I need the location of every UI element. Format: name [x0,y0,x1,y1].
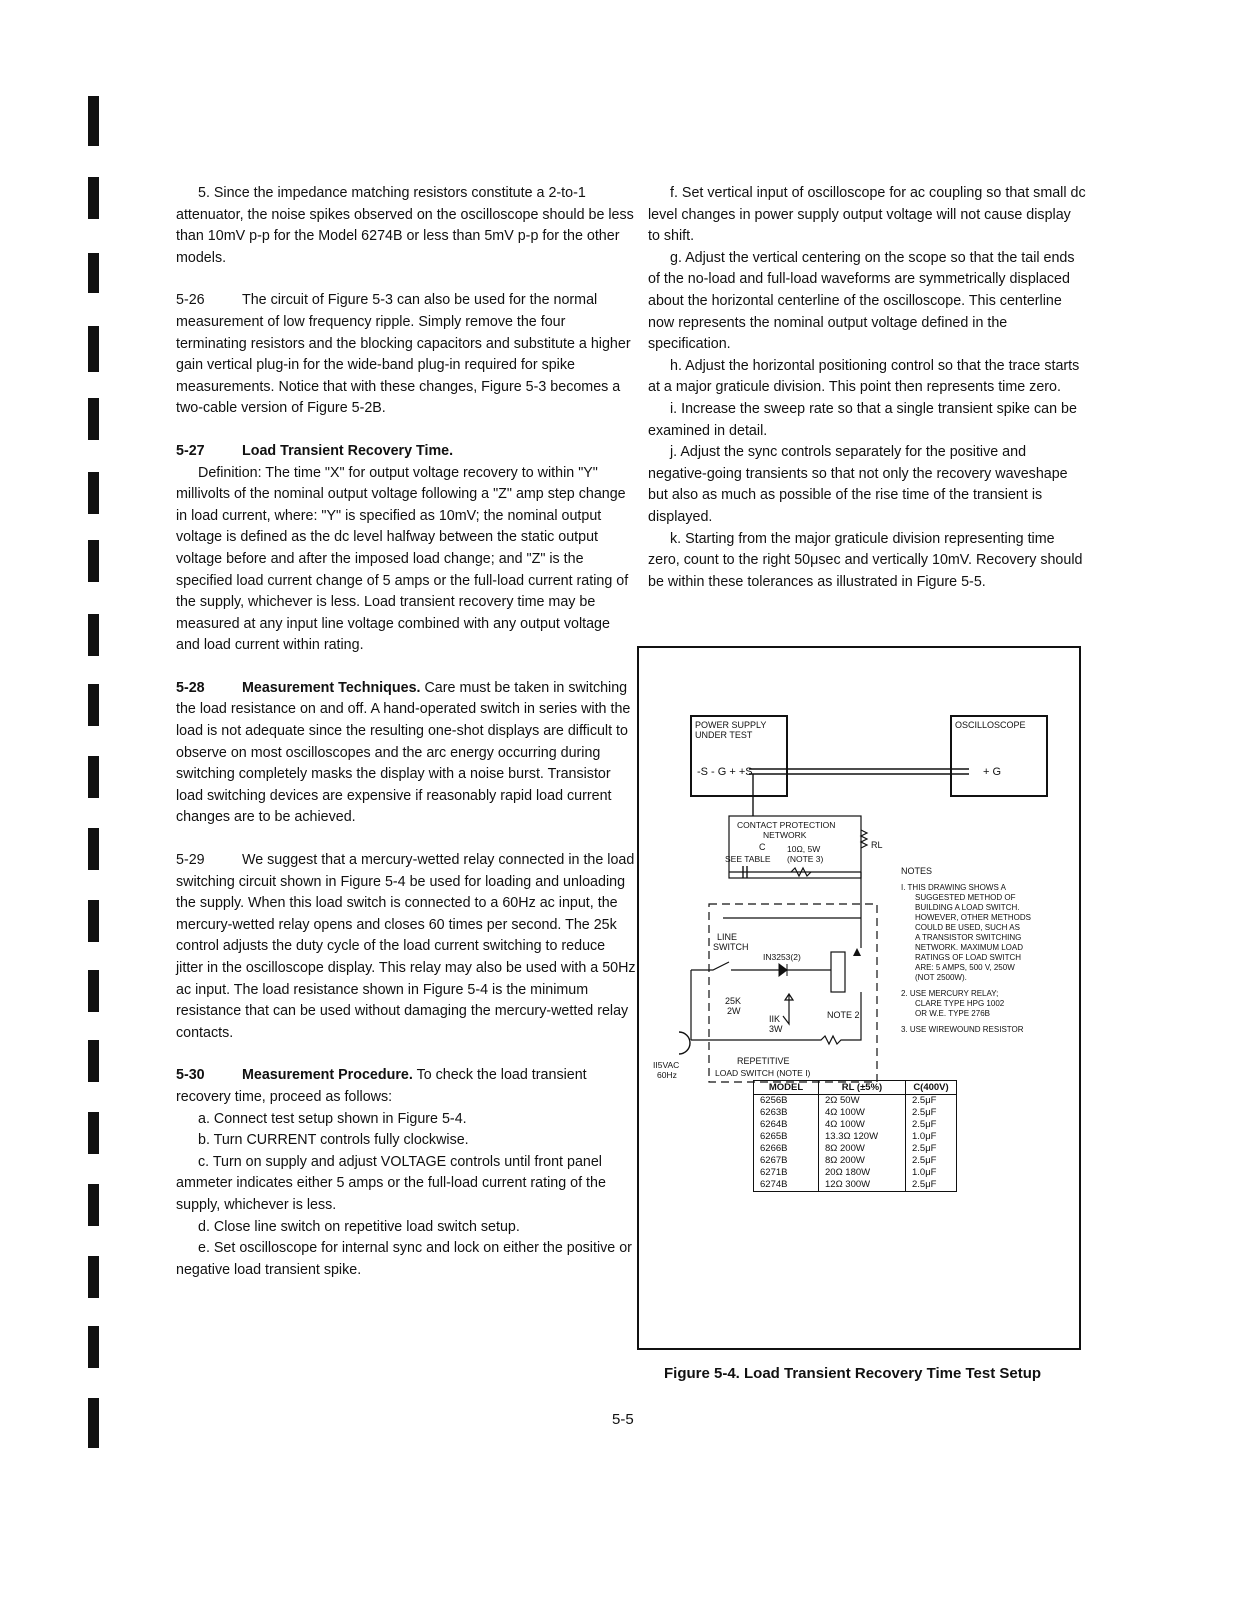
load-switch-box [709,904,877,1082]
section-title: Measurement Techniques. [242,679,421,696]
note-2 [901,989,1006,1018]
switch-label: SWITCH [713,942,749,952]
table-cell: 2.5μF [906,1143,957,1155]
note-1-line: ARE: 5 AMPS, 500 V, 250W [915,963,1015,972]
table-header: RL (±5%) [819,1081,906,1095]
table-row [754,1107,957,1119]
see-table-label: SEE TABLE [725,854,771,864]
section-5-30 [176,1065,636,1108]
step-g: g. Adjust the vertical centering on the scope so that the tail ends of the no-load and full-load waveforms are symmetrically displaced about the horizontal centerline of the oscilloscope. This centerline now represents the nominal output voltage defined in the specification. [648,249,1075,353]
note-1-line: RATINGS OF LOAD SWITCH [915,953,1022,962]
step-f: f. Set vertical input of oscilloscope for ac coupling so that small dc level changes in power supply output voltage will not cause display to shift. [648,185,1086,245]
table-row [754,1167,957,1179]
rl-label: RL [871,840,883,850]
load-switch-label: LOAD SWITCH (NOTE I) [715,1068,811,1078]
step-d: d. Close line switch on repetitive load switch setup. [198,1218,520,1235]
table-row [754,1119,957,1131]
table-cell: 2.5μF [906,1179,957,1192]
step-e: e. Set oscilloscope for internal sync and lock on either the positive or negative load transient spike. [176,1240,632,1278]
table-cell: 6271B [754,1167,819,1179]
switch-wire [691,962,831,970]
note-2-line: 2. USE MERCURY RELAY; [901,989,999,998]
table-cell: 2Ω 50W [819,1095,906,1108]
section-title: Load Transient Recovery Time. [242,442,454,459]
pot-value: 25K [725,996,742,1006]
table-cell: 6266B [754,1143,819,1155]
section-number: 5-26 [176,292,205,309]
page-number: 5-5 [612,1411,634,1428]
note-1-line: NETWORK. MAXIMUM LOAD [915,943,1024,952]
power-supply-label-1: POWER SUPPLY [695,720,767,730]
left-column [176,183,636,1281]
rl-resistor [861,830,867,848]
diode [779,964,787,976]
table-body [754,1095,957,1192]
section-title: Measurement Procedure. [242,1067,413,1084]
res11k-label: IIK [769,1014,781,1024]
note-1 [901,883,1033,982]
vac-label: II5VAC [653,1060,680,1070]
section-number: 5-28 [176,679,205,696]
section-number: 5-29 [176,852,205,869]
figure-5-4 [637,646,1081,1350]
table-header: C(400V) [906,1081,957,1095]
diode-label: IN3253(2) [763,952,801,962]
note-1-line: A TRANSISTOR SWITCHING [915,933,1022,942]
note-1-line: HOWEVER, OTHER METHODS [915,913,1032,922]
table-cell: 12Ω 300W [819,1179,906,1192]
model-table [753,1080,957,1192]
section-number: 5-27 [176,442,205,459]
section-5-28 [176,678,636,829]
step-j: j. Adjust the sync controls separately for the positive and negative-going transients so that not only the recovery waveshape but also as much as possible of the rise time of the transient is displayed. [648,444,1068,525]
step-a: a. Connect test setup shown in Figure 5-4. [198,1110,467,1127]
table-cell: 1.0μF [906,1167,957,1179]
table-header: MODEL [754,1081,819,1095]
step-h: h. Adjust the horizontal positioning control so that the trace starts at a major graticule division. This point then represents time zero. [648,357,1080,396]
step-i: i. Increase the sweep rate so that a single transient spike can be examined in detail. [648,400,1077,439]
step-k: k. Starting from the major graticule division representing time zero, count to the right 50μsec and vertically 10mV. Recovery should be within these tolerances as illustrated in Figure 5-5. [648,530,1083,590]
oscilloscope-label: OSCILLOSCOPE [955,720,1026,730]
table-cell: 4Ω 100W [819,1107,906,1119]
table-cell: 4Ω 100W [819,1119,906,1131]
figure-caption: Figure 5-4. Load Transient Recovery Time Test Setup [664,1365,1042,1382]
repetitive-label: REPETITIVE [737,1056,790,1066]
arrow-up-icon [853,948,861,956]
table-cell: 2.5μF [906,1095,957,1108]
section-text: The circuit of Figure 5-3 can also be used for the normal measurement of low frequency ripple. Simply remove the four terminating resistors and the blocking capacitors and substitute a higher gain vertical plug-in for the wide-band plug-in required for spike measurements. Notice that with these changes, Figure 5-3 becomes a two-cable version of Figure 5-2B. [176,292,631,417]
section-text: Care must be taken in switching the load resistance on and off. A hand-operated switch in series with the load is not adequate since the resulting one-shot displays are difficult to observe on most oscilloscopes and the arc energy occurring during switching completely masks the display with a noise burst. Transistor load switching devices are expensive if reasonably rapid load current changes are to be achieved. [176,679,631,826]
table-cell: 20Ω 180W [819,1167,906,1179]
note-3-line: 3. USE WIREWOUND RESISTOR [901,1025,1024,1034]
contact-label-2: NETWORK [763,830,807,840]
res-value-label: 10Ω, 5W [787,844,821,854]
table-cell: 8Ω 200W [819,1155,906,1167]
table-row [754,1155,957,1167]
relay-coil [831,952,845,992]
note-2-line: CLARE TYPE HPG 1002 [915,999,1005,1008]
section-text: To check the load transient recovery time, proceed as follows: [176,1067,587,1105]
hz-label: 60Hz [657,1070,677,1080]
notes-title: NOTES [901,866,933,876]
table-cell: 2.5μF [906,1119,957,1131]
table-row [754,1131,957,1143]
section-5-27-heading [176,441,636,463]
table-cell: 6256B [754,1095,819,1108]
scope-terminals: + G [983,766,1002,778]
note2-label: NOTE 2 [827,1010,860,1020]
note-1-line: COULD BE USED, SUCH AS [915,923,1020,932]
step-b: b. Turn CURRENT controls fully clockwise. [198,1132,469,1149]
circuit-diagram [639,648,1079,1348]
supply-terminals: -S - G + +S [697,766,753,778]
power-supply-label-2: UNDER TEST [695,730,753,740]
step-c: c. Turn on supply and adjust VOLTAGE controls until front panel ammeter indicates either 5 amps or the full-load current rating of the supply, whichever is less. [176,1153,606,1213]
right-column [648,183,1086,593]
table-cell: 8Ω 200W [819,1143,906,1155]
table-cell: 13.3Ω 120W [819,1131,906,1143]
note-3 [901,1025,1024,1034]
table-cell: 6264B [754,1119,819,1131]
table-cell: 1.0μF [906,1131,957,1143]
note-1-line: SUGGESTED METHOD OF [915,893,1016,902]
line-label: LINE [717,932,738,942]
table-row [754,1095,957,1108]
res11k-watts: 3W [769,1024,783,1034]
note3-label: (NOTE 3) [787,854,824,864]
pot-watts: 2W [727,1006,741,1016]
section-text: We suggest that a mercury-wetted relay connected in the load switching circuit shown in Figure 5-4 be used for loading and unloading the supply. When this load switch is connected to a 60Hz ac input, the mercury-wetted relay opens and closes 60 times per second. The 25k control adjusts the duty cycle of the load current switching to reduce jitter in the oscilloscope display. This relay may also be used with a 50Hz ac input. The load resistance shown in Figure 5-4 is the minimum resistance that can be used without damaging the mercury-wetted relay contacts. [176,852,636,1041]
cap-label: C [759,842,766,852]
table-row [754,1143,957,1155]
section-5-29 [176,850,636,1044]
paragraph-5: 5. Since the impedance matching resistors constitute a 2-to-1 attenuator, the noise spikes observed on the oscilloscope should be less than 10mV p-p for the Model 6274B or less than 5mV p-p for the other models. [176,185,634,266]
note-1-line: I. THIS DRAWING SHOWS A [901,883,1006,892]
table-cell: 2.5μF [906,1155,957,1167]
table-cell: 6267B [754,1155,819,1167]
note-1-line: BUILDING A LOAD SWITCH. [915,903,1020,912]
section-5-26 [176,290,636,420]
potentiometer [783,994,793,1024]
table-cell: 2.5μF [906,1107,957,1119]
table-cell: 6265B [754,1131,819,1143]
table-row [754,1179,957,1192]
table-cell: 6263B [754,1107,819,1119]
contact-label-1: CONTACT PROTECTION [737,820,836,830]
ac-plug-icon [679,1032,690,1054]
section-5-27-text: Definition: The time "X" for output voltage recovery to within "Y" millivolts of the nominal output voltage following a "Z" amp step change in load current, where: "Y" is specified as 10mV; the nominal output voltage is defined as the dc level halfway between the static output voltage before and after the imposed load change; and "Z" is the specified load current change of 5 amps or the full-load current rating of the supply, whichever is less. Load transient recovery time may be measured at any input line voltage combined with any output voltage and load current within rating. [176,464,629,654]
note-2-line: OR W.E. TYPE 276B [915,1009,990,1018]
table-cell: 6274B [754,1179,819,1192]
note-1-line: (NOT 2500W). [915,973,967,982]
section-number: 5-30 [176,1067,205,1084]
